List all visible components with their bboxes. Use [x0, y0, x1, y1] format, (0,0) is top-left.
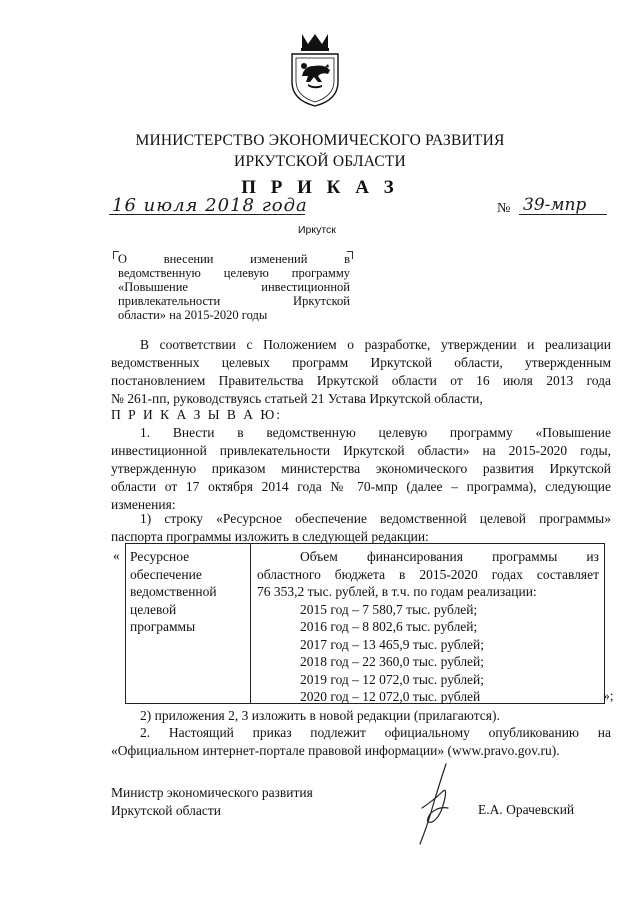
- paragraph-line: инвестиционной привлекательности Иркутской области» на 2015-2020 годы,: [111, 443, 611, 458]
- year-funding-line: 2018 год – 22 360,0 тыс. рублей;: [300, 654, 485, 669]
- subitem-1-paragraph: [111, 510, 611, 546]
- paragraph-line: изменения:: [111, 497, 176, 512]
- label-line: Ресурсное: [130, 549, 190, 564]
- subject-line: ведомственную целевую программу: [118, 266, 350, 280]
- year-funding-line: 2020 год – 12 072,0 тыс. рублей: [300, 689, 481, 704]
- city: Иркутск: [298, 224, 336, 236]
- title-line: Министр экономического развития: [111, 785, 313, 800]
- paragraph-line: области от 17 октября 2014 года № 70-мпр (далее – программа), следующие: [111, 479, 611, 494]
- signer-name: Е.А. Орачевский: [478, 802, 575, 817]
- year-funding-line: 2017 год – 13 465,9 тыс. рублей;: [300, 636, 485, 652]
- content-line: Объем финансирования программы из: [300, 549, 599, 564]
- resource-table-content: [257, 548, 599, 706]
- order-word: П Р И К А З Ы В А Ю:: [111, 407, 283, 422]
- item-1-paragraph: [111, 424, 611, 514]
- number-prefix: №: [497, 201, 511, 216]
- year-funding-line: 2016 год – 8 802,6 тыс. рублей;: [300, 619, 478, 634]
- title-line: Иркутской области: [111, 803, 222, 818]
- document-number: 39-мпр: [523, 195, 587, 215]
- preamble-paragraph: [111, 336, 611, 408]
- document-subject: [118, 252, 350, 322]
- year-funding-line: 2019 год – 12 072,0 тыс. рублей;: [300, 671, 485, 687]
- coat-of-arms-icon: [288, 30, 342, 108]
- content-line: 76 353,2 тыс. рублей, в т.ч. по годам реализации:: [257, 584, 537, 599]
- year-funding-line: 2015 год – 7 580,7 тыс. рублей;: [300, 601, 478, 617]
- subject-line: области» на 2015-2020 годы: [118, 308, 268, 322]
- signatory-title: [111, 784, 313, 820]
- paragraph-line: ведомственных целевых программ Иркутской области, утвержденным: [111, 355, 611, 370]
- resource-table-label: [130, 548, 248, 636]
- paragraph-line: № 261-пп, руководствуясь статьей 21 Устава Иркутской области,: [111, 391, 483, 406]
- paragraph-line: постановлением Правительства Иркутской области от 16 июля 2013 года: [111, 373, 611, 388]
- document-date: 16 июля 2018 года: [112, 195, 308, 216]
- paragraph-line: 2. Настоящий приказ подлежит официальному опубликованию на: [140, 725, 611, 740]
- label-line: целевой: [130, 601, 177, 617]
- subject-line: О внесении изменений в: [118, 252, 350, 266]
- quote-close: »;: [603, 688, 614, 703]
- paragraph-line: «Официальном интернет-портале правовой информации» (www.pravo.gov.ru).: [111, 743, 560, 758]
- subject-line: «Повышение инвестиционной: [118, 280, 350, 294]
- paragraph-line: 1) строку «Ресурсное обеспечение ведомственной целевой программы»: [140, 511, 611, 526]
- ministry-name: МИНИСТЕРСТВО ЭКОНОМИЧЕСКОГО РАЗВИТИЯ: [135, 132, 505, 149]
- paragraph-line: паспорта программы изложить в следующей редакции:: [111, 529, 429, 544]
- table-column-divider: [250, 543, 251, 703]
- subitem-2-paragraph: 2) приложения 2, 3 изложить в новой редакции (прилагаются).: [140, 708, 500, 723]
- content-line: областного бюджета в 2015-2020 годах составляет: [257, 566, 599, 582]
- document-type: П Р И К А З: [241, 177, 399, 198]
- paragraph-line: В соответствии с Положением о разработке, утверждении и реализации: [140, 337, 611, 352]
- label-line: ведомственной: [130, 584, 217, 599]
- item-2-paragraph: [111, 724, 611, 760]
- label-line: программы: [130, 619, 196, 634]
- quote-open: «: [113, 548, 120, 563]
- paragraph-line: утвержденную приказом министерства экономического развития Иркутской: [111, 461, 611, 476]
- date-underline: [109, 214, 305, 215]
- handwritten-signature-icon: [412, 762, 456, 848]
- paragraph-line: 1. Внести в ведомственную целевую программу «Повышение: [140, 425, 611, 440]
- ministry-region: ИРКУТСКОЙ ОБЛАСТИ: [234, 153, 406, 170]
- label-line: обеспечение: [130, 566, 202, 582]
- subject-line: привлекательности Иркутской: [118, 294, 350, 308]
- number-underline: [519, 214, 607, 215]
